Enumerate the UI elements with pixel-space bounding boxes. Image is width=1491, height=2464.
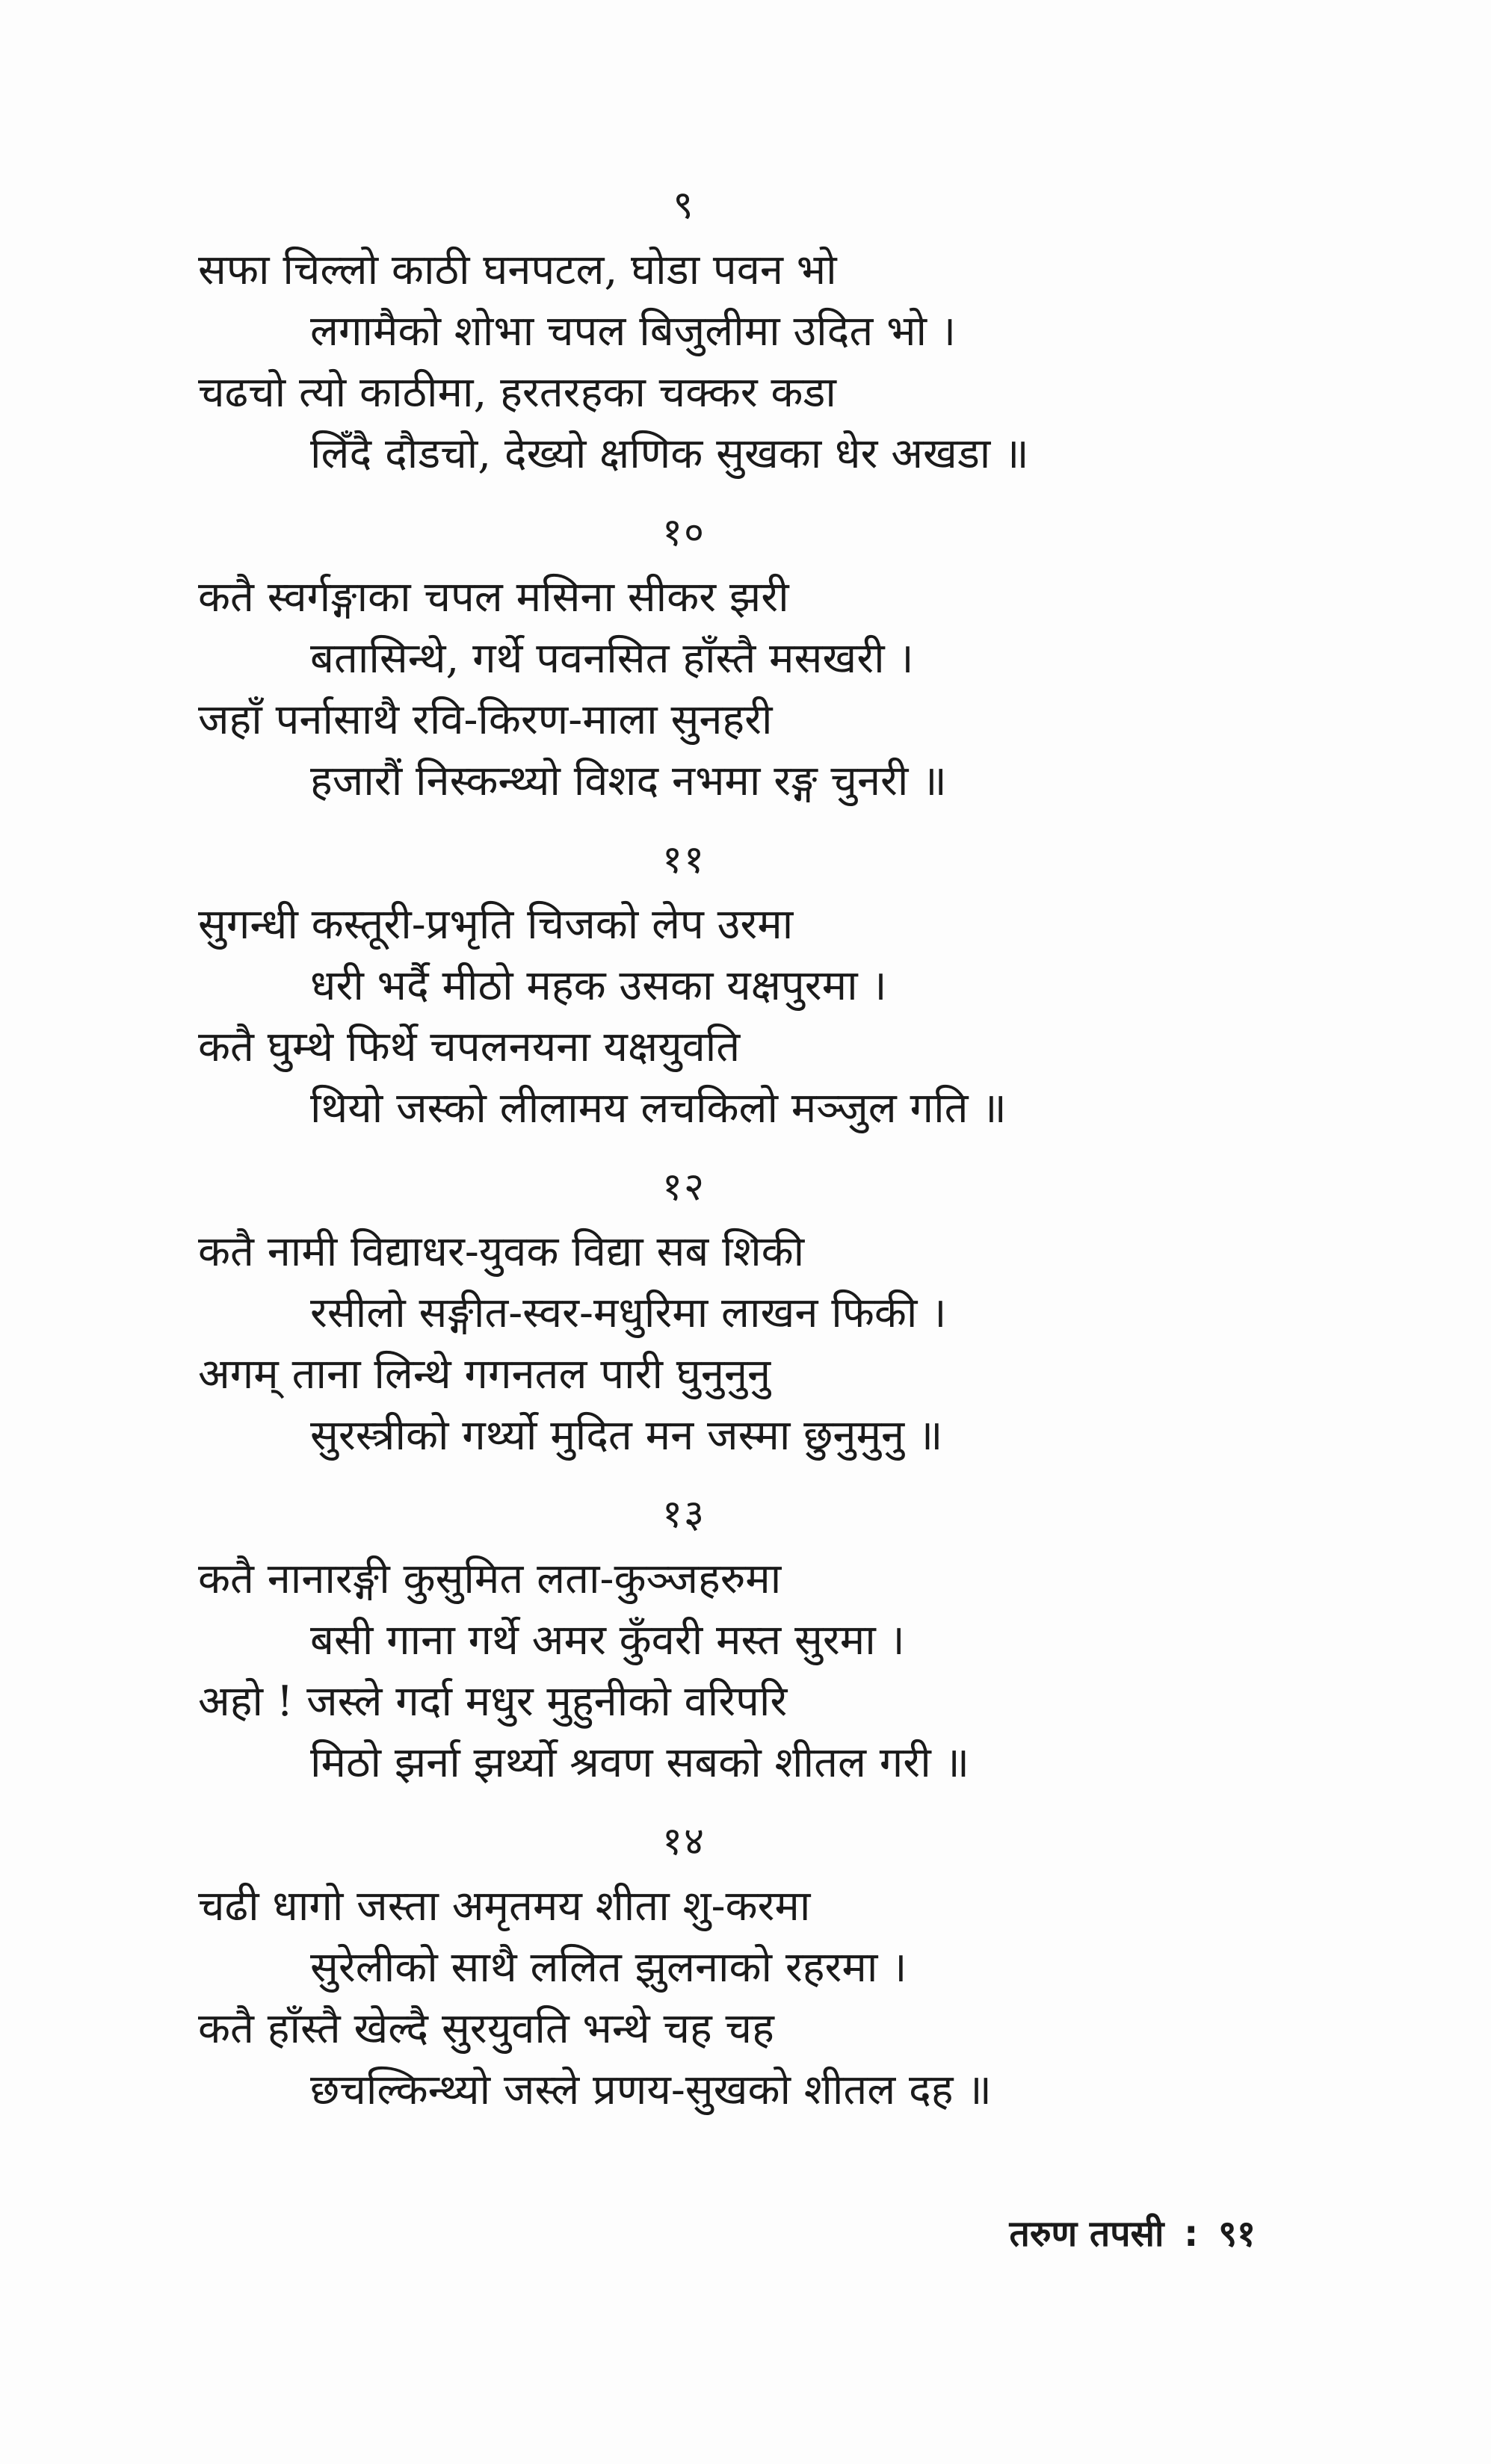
verse-line: कतै घुम्थे फिर्थे चपलनयना यक्षयुवति	[198, 1023, 741, 1071]
footer-separator: :	[1184, 2213, 1199, 2255]
stanza-number: १२	[661, 1165, 706, 1210]
verse-line: बसी गाना गर्थे अमर कुँवरी मस्त सुरमा ।	[310, 1616, 905, 1665]
verse-line: रसीलो सङ्गीत-स्वर-मधुरिमा लाखन फिकी ।	[310, 1289, 947, 1337]
book-title: तरुण तपसी	[1009, 2213, 1164, 2255]
verse-line: सुगन्धी कस्तूरी-प्रभृति चिजको लेप उरमा	[198, 900, 794, 949]
verse-line: कतै नामी विद्याधर-युवक विद्या सब शिकी	[198, 1228, 805, 1276]
page-footer	[942, 2208, 1256, 2260]
stanza-number: १४	[661, 1819, 706, 1864]
verse-line: छचल्किन्थ्यो जस्ले प्रणय-सुखको शीतल दह ॥	[310, 2066, 992, 2114]
verse-line: चढी धागो जस्ता अमृतमय शीता शु-करमा	[198, 1882, 811, 1931]
stanza	[198, 176, 1170, 485]
verse-line: लिँदै दौडचो, देख्यो क्षणिक सुखका धेर अखडा ॥	[310, 430, 1029, 478]
verse-line: हजारौं निस्कन्थ्यो विशद नभमा रङ्ग चुनरी ॥	[310, 757, 947, 805]
verse-line: थियो जस्को लीलामय लचकिलो मञ्जुल गति ॥	[310, 1084, 1007, 1133]
stanza-number: १०	[661, 510, 706, 555]
poem-body	[198, 176, 1170, 2121]
stanza	[198, 1812, 1170, 2121]
stanza	[198, 1485, 1170, 1794]
verse-line: लगामैको शोभा चपल बिजुलीमा उदित भो ।	[310, 307, 957, 356]
stanza	[198, 1157, 1170, 1467]
verse-line: मिठो झर्ना झर्थ्यो श्रवण सबको शीतल गरी ॥	[310, 1739, 970, 1787]
verse-line: बतासिन्थे, गर्थे पवनसित हाँस्तै मसखरी ।	[310, 634, 914, 683]
verse-line: अहो ! जस्ले गर्दा मधुर मुहुनीको वरिपरि	[198, 1677, 788, 1726]
verse-line: कतै हाँस्तै खेल्दै सुरयुवति भन्थे चह चह	[198, 2005, 774, 2053]
verse-line: चढचो त्यो काठीमा, हरतरहका चक्कर कडा	[198, 368, 836, 417]
verse-line: कतै नानारङ्गी कुसुमित लता-कुञ्जहरुमा	[198, 1555, 782, 1603]
stanza	[198, 830, 1170, 1139]
stanza-number: १३	[661, 1492, 706, 1537]
stanza-number: ९	[673, 183, 695, 228]
verse-line: कतै स्वर्गङ्गाका चपल मसिना सीकर झरी	[198, 573, 789, 622]
verse-line: सफा चिल्लो काठी घनपटल, घोडा पवन भो	[198, 246, 837, 294]
stanza-number: ११	[661, 838, 706, 882]
verse-line: जहाँ पर्नासाथै रवि-किरण-माला सुनहरी	[198, 696, 773, 744]
page-number: ९१	[1218, 2213, 1256, 2255]
verse-line: सुरेलीको साथै ललित झुलनाको रहरमा ।	[310, 1943, 907, 1992]
verse-line: धरी भर्दै मीठो महक उसका यक्षपुरमा ।	[310, 962, 887, 1010]
verse-line: अगम् ताना लिन्थे गगनतल पारी घुनुनुनु	[198, 1350, 771, 1399]
stanza	[198, 503, 1170, 812]
verse-line: सुरस्त्रीको गर्थ्यो मुदित मन जस्मा छुनुमुनु ॥	[310, 1411, 943, 1460]
